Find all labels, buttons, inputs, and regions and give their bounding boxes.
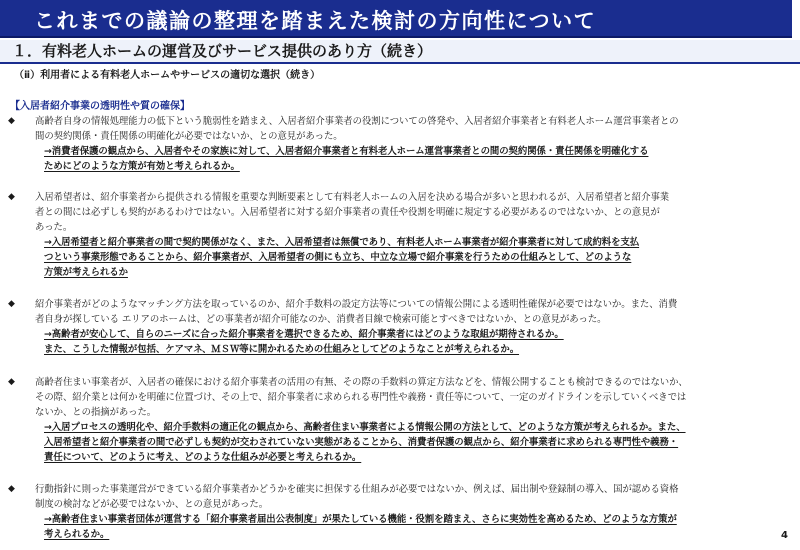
- direction-text: [44, 235, 789, 280]
- opinion-line: 高齢者住まい事業者が、入居者の確保における紹介事業者の活用の有無、その際の手数料の算定方法などを、情報公開することも検討できるのではないか、: [35, 377, 688, 388]
- direction-line: →入居プロセスの透明化や、紹介手数料の適正化の観点から、高齢者住まい事業者による情報公開の方法として、どのような方策が考えられるか。また、: [44, 422, 686, 433]
- direction-line: →消費者保護の観点から、入居者やその家族に対して、入居者紹介事業者と有料老人ホーム運営事業者との間の契約関係・責任関係を明確化する: [44, 146, 649, 157]
- direction-line: 考えられるか。: [44, 529, 110, 540]
- direction-line: また、こうした情報が包括、ケアマネ、ＭＳＷ等に開かれるための仕組みとしてどのようなことが考えられるか。: [44, 344, 520, 355]
- direction-line: →入居希望者と紹介事業者の間で契約関係がなく、また、入居希望者は無償であり、有料老人ホーム事業者が紹介事業者に対して成約料を支払: [44, 237, 640, 248]
- opinion-line: ないか、との指摘があった。: [35, 407, 157, 418]
- direction-line: 責任について、どのように考え、どのような仕組みが必要と考えられるか。: [44, 452, 362, 463]
- direction-text: [44, 420, 789, 465]
- opinion-line: 行動指針に則った事業運営ができている紹介事業者かどうかを確実に担保する仕組みが必要ではないか、例えば、届出制や登録制の導入、国が認める資格: [35, 484, 679, 495]
- opinion-line: 者との間には必ずしも契約があるわけではない。入居希望者に対する紹介事業者の責任や役割を明確に規定する必要があるのではないか、との意見が: [35, 207, 660, 218]
- bullet-diamond: ◆: [8, 192, 15, 202]
- direction-text: [44, 144, 789, 174]
- bullet-diamond: ◆: [8, 299, 15, 309]
- opinion-text: [35, 190, 787, 235]
- opinion-line: 者自身が探している エリアのホームは、どの事業者が紹介可能なのか、消費者目線で検索可能とすべきではないか、との意見があった。: [35, 314, 607, 325]
- opinion-line: 紹介事業者がどのようなマッチング方法を取っているのか、紹介手数料の設定方法等についての情報公開による透明性確保が必要ではないか。また、消費: [35, 299, 678, 310]
- slide-title-bar: [0, 0, 800, 38]
- bullet-diamond: ◆: [8, 116, 15, 126]
- direction-line: →高齢者が安心して、自らのニーズに合った紹介事業者を選択できるため、紹介事業者にはどのような取組が期待されるか。: [44, 329, 564, 340]
- opinion-text: [35, 375, 787, 420]
- opinion-text: [35, 482, 787, 512]
- bullet-diamond: ◆: [8, 377, 15, 387]
- title-bar-corner: [792, 0, 800, 38]
- opinion-text: [35, 297, 787, 327]
- opinion-line: その際、紹介業とは何かを明確に位置づけ、その上で、紹介事業者に求められる専門性や義務・責任等について、一定のガイドラインを示していくべきでは: [35, 392, 687, 403]
- direction-text: [44, 327, 789, 357]
- opinion-text: [35, 114, 787, 144]
- subsection-heading: （ⅱ）利用者による有料老人ホームやサービスの適切な選択（続き）: [14, 70, 321, 81]
- direction-line: つという事業形態であることから、紹介事業者が、入居希望者の側にも立ち、中立な立場で紹介事業を行うための仕組みとして、どのような: [44, 252, 632, 263]
- opinion-line: 高齢者自身の情報処理能力の低下という脆弱性を踏まえ、入居者紹介事業者の役割についての啓発や、入居者紹介事業者と有料老人ホーム運営事業者との: [35, 116, 679, 127]
- direction-line: ためにどのような方策が有効と考えられるか。: [44, 161, 240, 172]
- direction-line: 方策が考えられるか: [44, 267, 128, 278]
- topic-label: 【入居者紹介事業の透明性や質の確保】: [10, 101, 190, 112]
- opinion-line: 間の契約関係・責任関係の明確化が必要ではないか、との意見があった。: [35, 131, 343, 142]
- opinion-line: あった。: [35, 222, 73, 233]
- opinion-line: 制度の検討などが必要ではないか、との意見があった。: [35, 499, 269, 510]
- opinion-line: 入居希望者は、紹介事業者から提供される情報を重要な判断要素として有料老人ホームの入居を決める場合が多いと思われるが、入居希望者と紹介事業: [35, 192, 670, 203]
- page-number: 4: [781, 530, 788, 541]
- direction-line: 入居希望者と紹介事業者の間で必ずしも契約が交わされていない実態があることから、消費者保護の観点から、紹介事業者に求められる専門性や義務・: [44, 437, 679, 448]
- direction-line: →高齢者住まい事業者団体が運営する「紹介事業者届出公表制度」が果たしている機能・役割を踏まえ、さらに実効性を高めるため、どのような方策が: [44, 514, 677, 525]
- bullet-diamond: ◆: [8, 484, 15, 494]
- direction-text: [44, 512, 789, 542]
- slide-title: これまでの議論の整理を踏まえた検討の方向性について: [34, 9, 597, 33]
- section-heading: １．有料老人ホームの運営及びサービス提供のあり方（続き）: [0, 40, 800, 64]
